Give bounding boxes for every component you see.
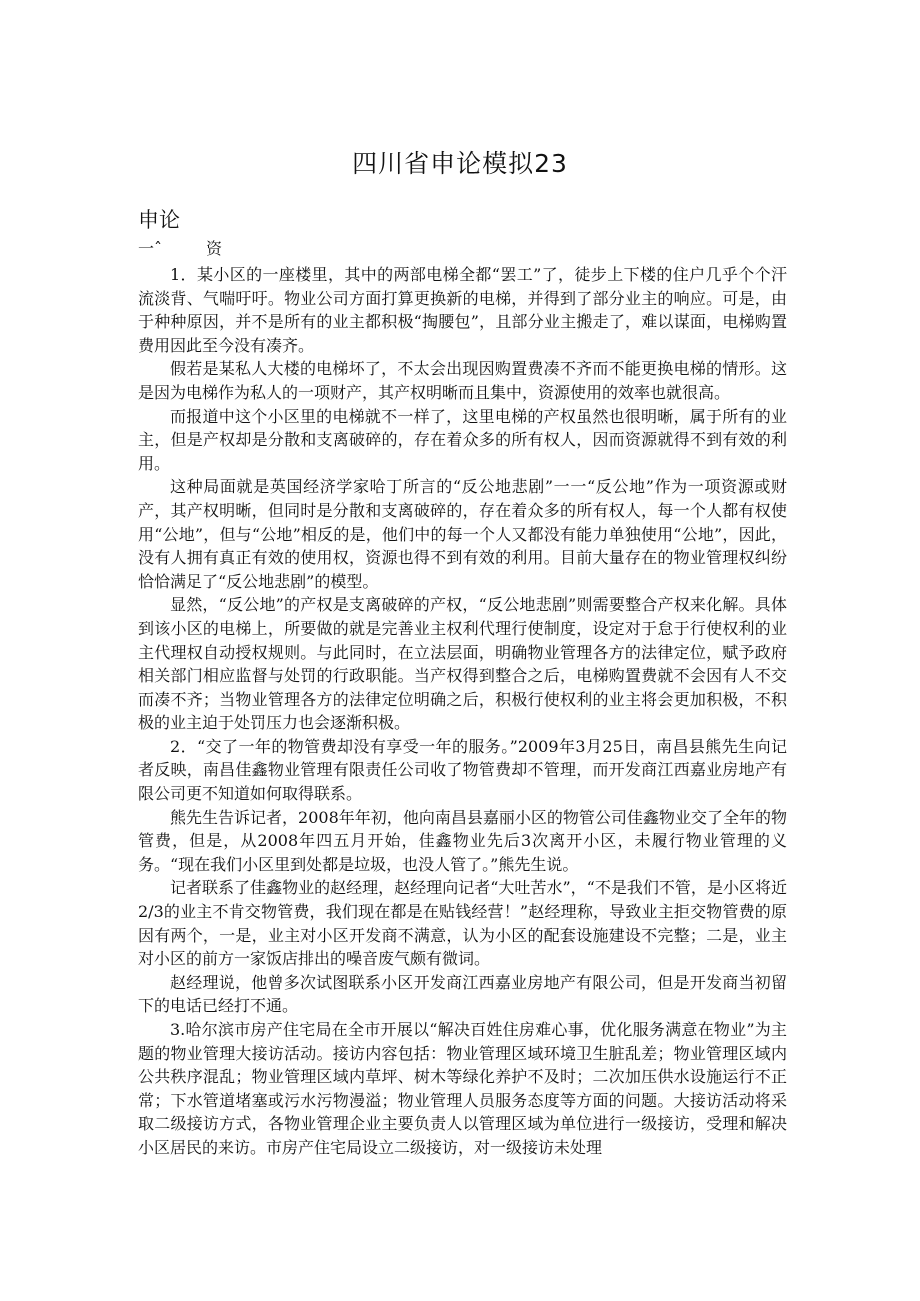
paragraph: 假若是某私人大楼的电梯坏了，不太会出现因购置费凑不齐而不能更换电梯的情形。这是因为电梯作为私人的一项财产，其产权明晰而且集中，资源使用的效率也就很高。 — [138, 359, 787, 402]
subsection-heading — [138, 236, 222, 259]
paragraph: 记者联系了佳鑫物业的赵经理，赵经理向记者“大吐苦水”，“不是我们不管，是小区将近2/3的业主不肯交物管费，我们现在都是在贴钱经营！”赵经理称，导致业主拒交物管费的原因有两个，一是，业主对小区开发商不满意，认为小区的配套设施建设不完整；二是，业主对小区的前方一家饭店排出的噪音废气颇有微词。 — [138, 878, 787, 969]
paragraph: 赵经理说，他曾多次试图联系小区开发商江西嘉业房地产有限公司，但是开发商当初留下的电话已经打不通。 — [138, 972, 787, 1016]
paragraph: 而报道中这个小区里的电梯就不一样了，这里电梯的产权虽然也很明晰，属于所有的业主，但是产权却是分散和支离破碎的，存在着众多的所有权人，因而资源就得不到有效的利用。 — [138, 406, 787, 473]
paragraph: 2．“交了一年的物管费却没有享受一年的服务。”2009年3月25日，南昌县熊先生向记者反映，南昌佳鑫物业管理有限责任公司收了物管费却不管理，而开发商江西嘉业房地产有限公司更不知道如何取得联系。 — [138, 736, 787, 804]
document-body — [138, 263, 787, 1160]
paragraph: 显然，“反公地”的产权是支离破碎的产权，“反公地悲剧”则需要整合产权来化解。具体到该小区的电梯上，所要做的就是完善业主权利代理行使制度，设定对于怠于行使权利的业主代理权自动授权规则。与此同时，在立法层面，明确物业管理各方的法律定位，赋予政府相关部门相应监督与处罚的行政职能。当产权得到整合之后，电梯购置费就不会因有人不交而凑不齐；当物业管理各方的法律定位明确之后，积极行使权利的业主将会更加积极，不积极的业主迫于处罚压力也会逐渐积极。 — [138, 595, 787, 733]
paragraph: 1．某小区的一座楼里，其中的两部电梯全都“罢工”了，徒步上下楼的住户几乎个个汗流淡背、气喘吁吁。物业公司方面打算更换新的电梯，并得到了部分业主的响应。可是，由于种种原因，并不是所有的业主都积极“掏腰包”，且部分业主搬走了，难以谋面，电梯购置费用因此至今没有凑齐。 — [138, 265, 787, 355]
document-title: 四川省申论模拟23 — [352, 149, 568, 178]
section-heading: 申论 — [138, 208, 180, 232]
subsection-number: 一ˆ — [138, 239, 163, 258]
paragraph: 这种局面就是英国经济学家哈丁所言的“反公地悲剧”一一“反公地”作为一项资源或财产，其产权明晰，但同时是分散和支离破碎的，存在着众多的所有权人，每一个人都有权使用“公地”，但与“公地”相反的是，他们中的每一个人又都没有能力单独使用“公地”，因此，没有人拥有真正有效的使用权，资源也得不到有效的利用。目前大量存在的物业管理权纠纷恰恰满足了“反公地悲剧”的模型。 — [138, 477, 787, 591]
subsection-label: 资 — [206, 239, 223, 258]
paragraph: 熊先生告诉记者，2008年年初，他向南昌县嘉丽小区的物管公司佳鑫物业交了全年的物管费，但是，从2008年四五月开始，佳鑫物业先后3次离开小区，未履行物业管理的义务。“现在我们小区里到处都是垃圾，也没人管了。”熊先生说。 — [138, 807, 787, 874]
paragraph: 3.哈尔滨市房产住宅局在全市开展以“解决百姓住房难心事，优化服务满意在物业”为主题的物业管理大接访活动。接访内容包括：物业管理区域环境卫生脏乱差；物业管理区域内公共秩序混乱；物业管理区域内草坪、树木等绿化养护不及时；二次加压供水设施运行不正常；下水管道堵塞或污水污物漫溢；物业管理人员服务态度等方面的问题。大接访活动将采取二级接访方式，各物业管理企业主要负责人以管理区域为单位进行一级接访，受理和解决小区居民的来访。市房产住宅局设立二级接访，对一级接访未处理 — [138, 1020, 787, 1157]
